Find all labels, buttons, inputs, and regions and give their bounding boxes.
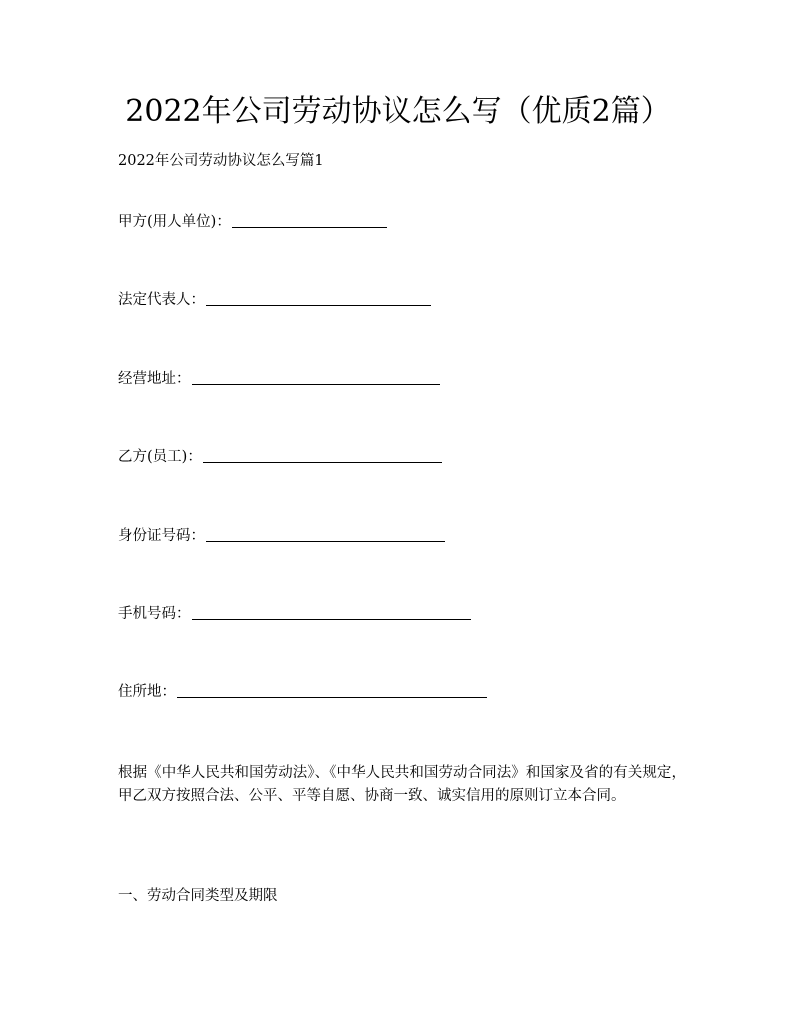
- field-business-address-blank[interactable]: [192, 370, 440, 385]
- field-party-a-label: 甲方(用人单位)：: [118, 213, 231, 230]
- field-party-a-blank[interactable]: [232, 213, 387, 228]
- field-id-number-blank[interactable]: [206, 527, 445, 542]
- field-residence-label: 住所地：: [118, 683, 176, 700]
- field-party-b-label: 乙方(员工)：: [118, 448, 202, 465]
- field-residence-blank[interactable]: [177, 683, 487, 698]
- field-business-address-label: 经营地址：: [118, 370, 191, 387]
- intro-paragraph: 根据《中华人民共和国劳动法》、《中华人民共和国劳动合同法》和国家及省的有关规定，甲乙双方按照合法、公平、平等自愿、协商一致、诚实信用的原则订立本合同。: [118, 765, 686, 804]
- field-residence: [118, 679, 487, 701]
- field-id-number: [118, 523, 445, 545]
- field-legal-representative-blank[interactable]: [206, 291, 431, 306]
- field-party-a: [118, 209, 387, 231]
- field-legal-representative-label: 法定代表人：: [118, 291, 205, 308]
- field-mobile-number-blank[interactable]: [192, 605, 471, 620]
- field-id-number-label: 身份证号码：: [118, 527, 205, 544]
- field-mobile-number-label: 手机号码：: [118, 605, 191, 622]
- field-party-b-blank[interactable]: [203, 448, 442, 463]
- section-title: 2022年公司劳动协议怎么写篇1: [118, 153, 324, 169]
- field-party-b: [118, 444, 442, 466]
- clause-heading: 一、劳动合同类型及期限: [118, 888, 278, 904]
- field-legal-representative: [118, 287, 431, 309]
- document-title: 2022年公司劳动协议怎么写（优质2篇）: [125, 94, 671, 129]
- field-mobile-number: [118, 601, 471, 623]
- field-business-address: [118, 366, 440, 388]
